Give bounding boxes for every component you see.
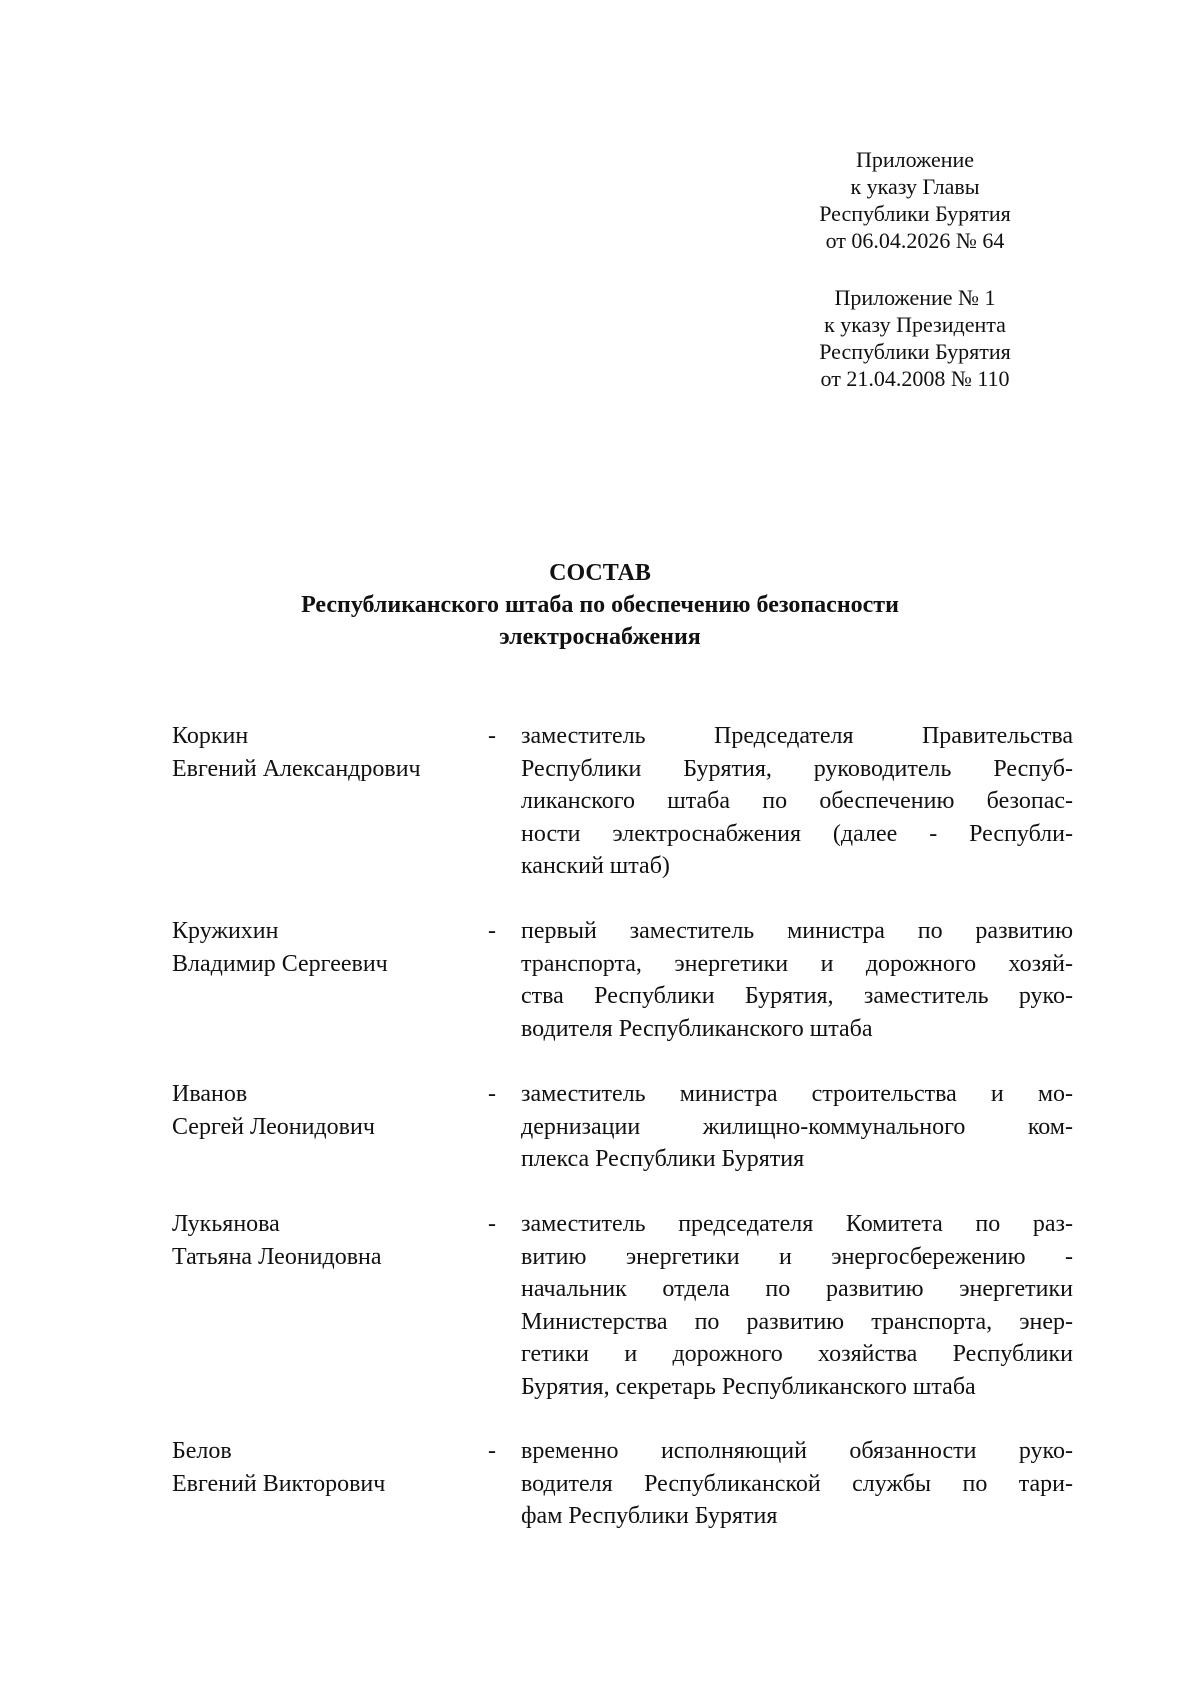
member-dash: - <box>488 1438 496 1464</box>
appendix-header-original-decree <box>800 284 1030 392</box>
member-description <box>521 1435 1073 1533</box>
description-line: Республики Бурятия, руководитель Респуб- <box>521 755 1073 782</box>
member-surname: Иванов <box>172 1081 248 1107</box>
description-line: водителя Республиканского штаба <box>521 1015 873 1042</box>
member-description <box>521 915 1073 1045</box>
member-surname: Коркин <box>172 723 249 749</box>
member-surname: Кружихин <box>172 918 279 944</box>
member-given-names: Евгений Александрович <box>172 755 421 782</box>
description-line: гетики и дорожного хозяйства Республики <box>521 1341 1073 1367</box>
member-description <box>521 1208 1073 1403</box>
description-line: канский штаб) <box>521 853 670 879</box>
member-given-names: Сергей Леонидович <box>172 1113 375 1140</box>
description-line: ликанского штаба по обеспечению безопас- <box>521 788 1073 814</box>
member-dash: - <box>488 723 496 749</box>
description-line: заместитель Председателя Правительства <box>521 723 1073 749</box>
description-line: плекса Республики Бурятия <box>521 1146 805 1172</box>
appendix-header-current-decree <box>800 146 1030 254</box>
appendix-line: Республики Бурятия <box>819 339 1011 364</box>
description-line: витию энергетики и энергосбережению - <box>521 1243 1073 1270</box>
title-subtitle-line: Республиканского штаба по обеспечению безопасности <box>301 592 899 618</box>
description-line: первый заместитель министра по развитию <box>521 918 1073 944</box>
appendix-line: от 06.04.2026 № 64 <box>825 228 1005 253</box>
member-name <box>172 915 472 980</box>
description-line: дернизации жилищно-коммунального ком- <box>521 1113 1073 1140</box>
title-heading: СОСТАВ <box>549 560 651 586</box>
member-dash: - <box>488 918 496 944</box>
description-line: заместитель министра строительства и мо- <box>521 1081 1073 1107</box>
member-description <box>521 720 1073 883</box>
member-name <box>172 1435 472 1500</box>
appendix-line: Приложение № 1 <box>834 285 996 310</box>
member-surname: Лукьянова <box>172 1211 280 1237</box>
title-subtitle-line: электроснабжения <box>499 624 701 650</box>
description-line: транспорта, энергетики и дорожного хозяй- <box>521 950 1073 977</box>
member-surname: Белов <box>172 1438 232 1464</box>
member-name <box>172 720 472 785</box>
document-title <box>0 557 1200 653</box>
member-dash: - <box>488 1211 496 1237</box>
member-description <box>521 1078 1073 1176</box>
member-name <box>172 1208 472 1273</box>
description-line: ности электроснабжения (далее - Республи- <box>521 820 1073 847</box>
member-given-names: Евгений Викторович <box>172 1470 386 1497</box>
member-dash: - <box>488 1081 496 1107</box>
appendix-line: к указу Главы <box>850 174 980 199</box>
description-line: Министерства по развитию транспорта, энер- <box>521 1308 1073 1335</box>
member-given-names: Владимир Сергеевич <box>172 950 388 977</box>
description-line: ства Республики Бурятия, заместитель руко- <box>521 983 1073 1009</box>
description-line: начальник отдела по развитию энергетики <box>521 1276 1073 1302</box>
description-line: заместитель председателя Комитета по раз- <box>521 1211 1073 1237</box>
description-line: Бурятия, секретарь Республиканского штаба <box>521 1373 976 1400</box>
member-name <box>172 1078 472 1143</box>
appendix-line: Приложение <box>855 147 975 172</box>
description-line: фам Республики Бурятия <box>521 1503 778 1529</box>
appendix-line: Республики Бурятия <box>819 201 1011 226</box>
description-line: временно исполняющий обязанности руко- <box>521 1438 1073 1464</box>
member-given-names: Татьяна Леонидовна <box>172 1243 382 1270</box>
appendix-line: к указу Президента <box>824 312 1006 337</box>
appendix-line: от 21.04.2008 № 110 <box>820 366 1010 391</box>
description-line: водителя Республиканской службы по тари- <box>521 1470 1073 1497</box>
